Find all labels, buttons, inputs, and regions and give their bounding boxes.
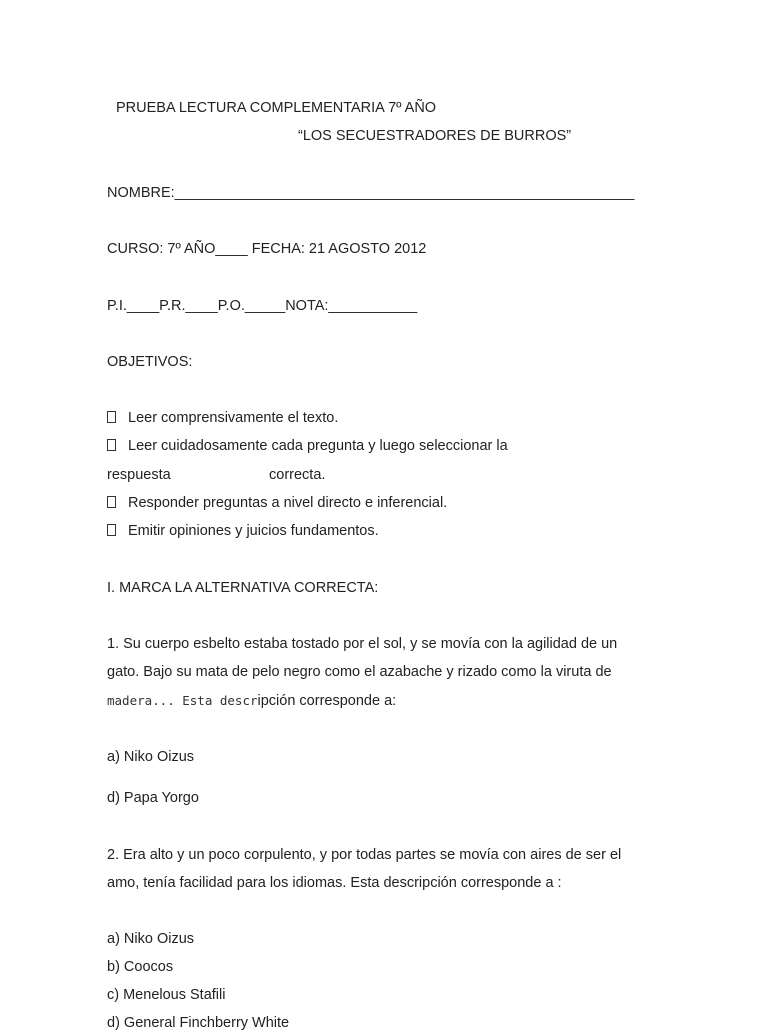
question-text: madera... Esta descripción corresponde a: [107, 693, 397, 709]
checkbox-icon [107, 411, 116, 423]
question-text: 1. Su cuerpo esbelto estaba tostado por el sol, y se movía con la agilidad de un [107, 636, 618, 652]
checkbox-icon [107, 439, 116, 451]
answer-option: a) Niko Oizus [107, 931, 195, 947]
objetivo-item: Leer cuidadosamente cada pregunta y luego seleccionar la [107, 437, 508, 455]
puntajes-field: P.I.____P.R.____P.O._____NOTA:___________ [107, 298, 418, 314]
checkbox-icon [107, 524, 116, 536]
question-text: 2. Era alto y un poco corpulento, y por todas partes se movía con aires de ser el [107, 847, 622, 863]
document-subtitle: “LOS SECUESTRADORES DE BURROS” [298, 128, 572, 144]
question-text: amo, tenía facilidad para los idiomas. Esta descripción corresponde a : [107, 875, 562, 891]
objetivos-heading: OBJETIVOS: [107, 354, 193, 370]
objetivo-item: Emitir opiniones y juicios fundamentos. [107, 522, 379, 540]
question-text: gato. Bajo su mata de pelo negro como el azabache y rizado como la viruta de [107, 664, 612, 680]
objetivo-continuation-right: correcta. [269, 467, 326, 483]
answer-option: a) Niko Oizus [107, 749, 195, 765]
answer-option: b) Coocos [107, 959, 174, 975]
answer-option: d) General Finchberry White [107, 1015, 290, 1031]
nombre-field: NOMBRE:_________________________________________________________ [107, 185, 635, 201]
section-heading: I. MARCA LA ALTERNATIVA CORRECTA: [107, 580, 379, 596]
checkbox-icon [107, 496, 116, 508]
answer-option: c) Menelous Stafili [107, 987, 226, 1003]
answer-option: d) Papa Yorgo [107, 790, 199, 806]
document-title: PRUEBA LECTURA COMPLEMENTARIA 7º AÑO [116, 100, 437, 116]
objetivo-item: Responder preguntas a nivel directo e inferencial. [107, 494, 447, 512]
curso-fecha-field: CURSO: 7º AÑO____ FECHA: 21 AGOSTO 2012 [107, 241, 427, 257]
objetivo-item: Leer comprensivamente el texto. [107, 409, 338, 427]
objetivo-continuation-left: respuesta [107, 467, 171, 483]
